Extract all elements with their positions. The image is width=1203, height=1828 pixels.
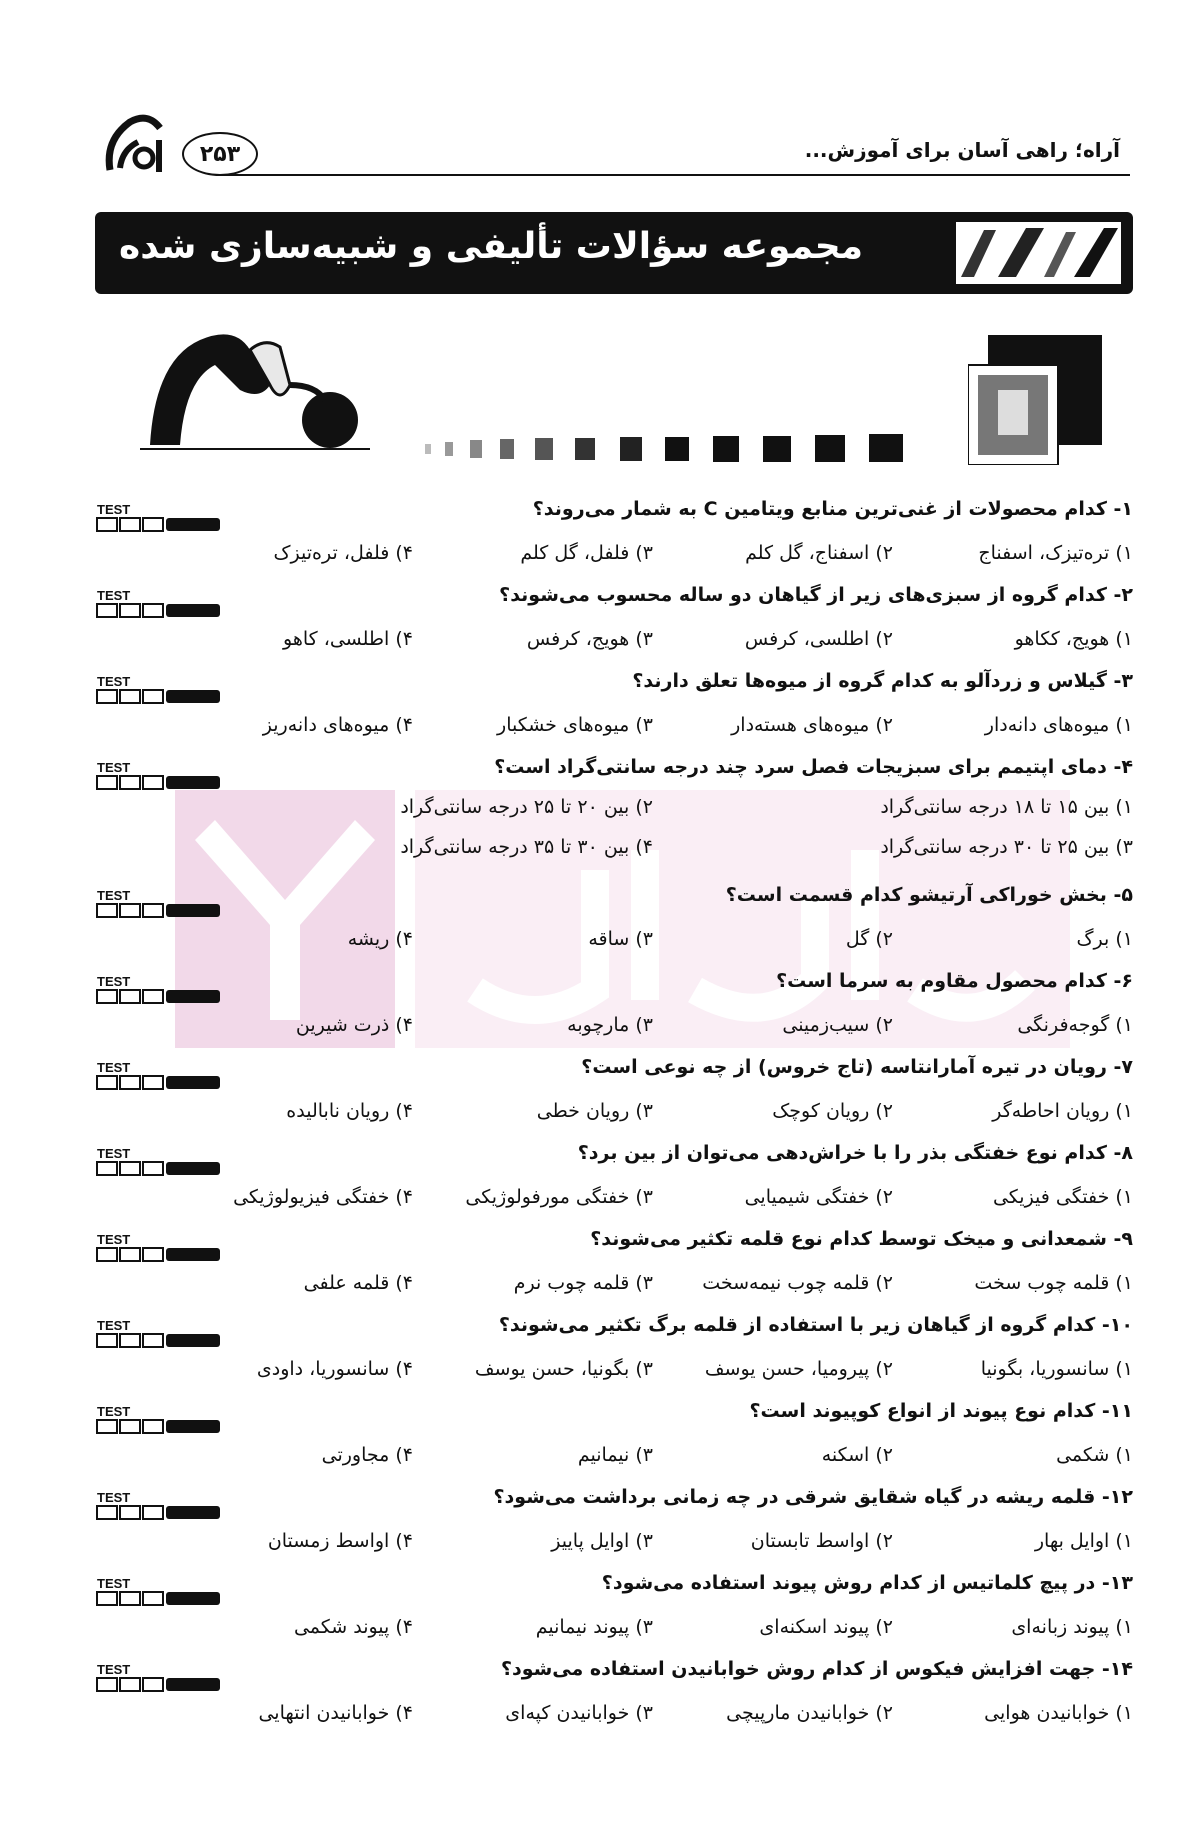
test-difficulty-badge-icon xyxy=(95,888,225,920)
option-2[interactable]: ۲) اسکنه xyxy=(821,1444,893,1466)
question-text: ۱۳- در پیچ کلماتیس از کدام روش پیوند استفاده می‌شود؟ xyxy=(601,1572,1133,1594)
option-2[interactable]: ۲) میوه‌های هسته‌دار xyxy=(731,714,893,736)
test-difficulty-badge-icon xyxy=(95,1662,225,1694)
option-4[interactable]: ۴) خوابانیدن انتهایی xyxy=(258,1702,413,1724)
question-text: ۱- کدام محصولات از غنی‌ترین منابع ویتامین C به شمار می‌روند؟ xyxy=(532,498,1133,520)
test-difficulty-badge-icon xyxy=(95,588,225,620)
test-difficulty-badge-icon xyxy=(95,1490,225,1522)
question-text: ۱۴- جهت افزایش فیکوس از کدام روش خوابانیدن استفاده می‌شود؟ xyxy=(500,1658,1133,1680)
option-3[interactable]: ۳) میوه‌های خشکبار xyxy=(497,714,653,736)
option-3[interactable]: ۳) خفتگی مورفولوژیکی xyxy=(465,1186,653,1208)
option-2[interactable]: ۲) قلمه چوب نیمه‌سخت xyxy=(702,1272,893,1294)
test-difficulty-badge-icon xyxy=(95,1060,225,1092)
question-text: ۱۲- قلمه ریشه در گیاه شقایق شرقی در چه زمانی برداشت می‌شود؟ xyxy=(493,1486,1133,1508)
question-text: ۱۱- کدام نوع پیوند از انواع کوپیوند است؟ xyxy=(749,1400,1133,1422)
option-3[interactable]: ۳) بگونیا، حسن یوسف xyxy=(474,1358,653,1380)
svg-text:TEST: TEST xyxy=(97,1404,131,1419)
question-text: ۲- کدام گروه از سبزی‌های زیر از گیاهان دو ساله محسوب می‌شوند؟ xyxy=(499,584,1133,606)
option-3[interactable]: ۳) مارچوبه xyxy=(567,1014,653,1036)
svg-text:TEST: TEST xyxy=(97,1232,131,1247)
student-reading-illustration xyxy=(140,325,370,455)
question-text: ۳- گیلاس و زردآلو به کدام گروه از میوه‌ها تعلق دارند؟ xyxy=(632,670,1133,692)
brush-stroke-decoration-icon xyxy=(956,222,1121,284)
running-title: آراه؛ راهی آسان برای آموزش... xyxy=(804,138,1120,162)
test-difficulty-badge-icon xyxy=(95,974,225,1006)
option-4[interactable]: ۴) پیوند شکمی xyxy=(293,1616,413,1638)
svg-text:TEST: TEST xyxy=(97,1576,131,1591)
option-1[interactable]: ۱) شکمی xyxy=(1056,1444,1133,1466)
section-banner xyxy=(95,212,1133,294)
question-text: ۶- کدام محصول مقاوم به سرما است؟ xyxy=(776,970,1133,992)
svg-text:TEST: TEST xyxy=(97,1318,131,1333)
question-text: ۷- رویان در تیره آمارانتاسه (تاج خروس) از چه نوعی است؟ xyxy=(581,1056,1133,1078)
option-4[interactable]: ۴) اواسط زمستان xyxy=(267,1530,413,1552)
test-difficulty-badge-icon xyxy=(95,674,225,706)
question-text: ۴- دمای اپتیمم برای سبزیجات فصل سرد چند درجه سانتی‌گراد است؟ xyxy=(494,756,1133,778)
option-4[interactable]: ۴) ریشه xyxy=(347,928,413,950)
test-difficulty-badge-icon xyxy=(95,1318,225,1350)
option-4[interactable]: ۴) رویان نابالیده xyxy=(286,1100,413,1122)
svg-text:TEST: TEST xyxy=(97,1146,131,1161)
svg-text:TEST: TEST xyxy=(97,974,131,989)
option-4[interactable]: ۴) قلمه علفی xyxy=(303,1272,413,1294)
option-2[interactable]: ۲) رویان کوچک xyxy=(772,1100,893,1122)
option-2[interactable]: ۲) خفتگی شیمیایی xyxy=(744,1186,893,1208)
option-1[interactable]: ۱) قلمه چوب سخت xyxy=(974,1272,1133,1294)
option-2[interactable]: ۲) اطلسی، کرفس xyxy=(744,628,893,650)
option-3[interactable]: ۳) خوابانیدن کپه‌ای xyxy=(505,1702,653,1724)
svg-text:TEST: TEST xyxy=(97,588,131,603)
decorative-frame-graphic xyxy=(968,335,1102,465)
svg-text:TEST: TEST xyxy=(97,1662,131,1677)
question-text: ۱۰- کدام گروه از گیاهان زیر با استفاده از قلمه برگ تکثیر می‌شوند؟ xyxy=(498,1314,1133,1336)
svg-text:TEST: TEST xyxy=(97,1060,131,1075)
decorative-squares xyxy=(425,434,925,462)
option-4[interactable]: ۴) اطلسی، کاهو xyxy=(283,628,413,650)
page-number: ۲۵۳ xyxy=(182,132,258,176)
publisher-watermark xyxy=(175,790,1070,1048)
option-3[interactable]: ۳) رویان خطی xyxy=(536,1100,653,1122)
option-1[interactable]: ۱) پیوند زبانه‌ای xyxy=(1011,1616,1133,1638)
page-header xyxy=(70,100,1130,180)
test-difficulty-badge-icon xyxy=(95,1146,225,1178)
option-4[interactable]: ۴) سانسوریا، داودی xyxy=(256,1358,413,1380)
option-2[interactable]: ۲) پیوند اسکنه‌ای xyxy=(759,1616,893,1638)
option-3[interactable]: ۳) ساقه xyxy=(588,928,653,950)
option-4[interactable]: ۴) ذرت شیرین xyxy=(295,1014,413,1036)
option-2[interactable]: ۲) پیرومیا، حسن یوسف xyxy=(704,1358,893,1380)
test-difficulty-badge-icon xyxy=(95,1576,225,1608)
option-2[interactable]: ۲) اواسط تابستان xyxy=(750,1530,893,1552)
svg-text:TEST: TEST xyxy=(97,674,131,689)
option-1[interactable]: ۱) ترەتیزک، اسفناج xyxy=(978,542,1133,564)
publisher-logo-icon xyxy=(100,110,170,180)
option-1[interactable]: ۱) بین ۱۵ تا ۱۸ درجه سانتی‌گراد xyxy=(880,796,1133,818)
option-1[interactable]: ۱) گوجه‌فرنگی xyxy=(1017,1014,1133,1036)
option-2[interactable]: ۲) اسفناج، گل کلم xyxy=(745,542,893,564)
option-4[interactable]: ۴) بین ۳۰ تا ۳۵ درجه سانتی‌گراد xyxy=(400,836,653,858)
option-4[interactable]: ۴) خفتگی فیزیولوژیکی xyxy=(233,1186,413,1208)
test-difficulty-badge-icon xyxy=(95,502,225,534)
svg-text:TEST: TEST xyxy=(97,760,131,775)
question-text: ۸- کدام نوع خفتگی بذر را با خراش‌دهی می‌توان از بین برد؟ xyxy=(577,1142,1133,1164)
option-4[interactable]: ۴) فلفل، ترەتیزک xyxy=(273,542,413,564)
test-difficulty-badge-icon xyxy=(95,1404,225,1436)
option-3[interactable]: ۳) پیوند نیمانیم xyxy=(535,1616,653,1638)
option-1[interactable]: ۱) هویج، ککاهو xyxy=(1014,628,1133,650)
test-difficulty-badge-icon xyxy=(95,1232,225,1264)
option-1[interactable]: ۱) اوایل بهار xyxy=(1034,1530,1133,1552)
option-1[interactable]: ۱) خوابانیدن هوایی xyxy=(984,1702,1133,1724)
option-4[interactable]: ۴) مجاورتی xyxy=(321,1444,413,1466)
option-1[interactable]: ۱) سانسوریا، بگونیا xyxy=(980,1358,1133,1380)
option-3[interactable]: ۳) هویج، کرفس xyxy=(526,628,653,650)
svg-text:TEST: TEST xyxy=(97,888,131,903)
option-3[interactable]: ۳) بین ۲۵ تا ۳۰ درجه سانتی‌گراد xyxy=(880,836,1133,858)
banner-title: مجموعه سؤالات تألیفی و شبیه‌سازی شده xyxy=(119,226,863,267)
option-3[interactable]: ۳) فلفل، گل کلم xyxy=(520,542,653,564)
header-divider xyxy=(220,174,1130,176)
svg-text:TEST: TEST xyxy=(97,502,131,517)
option-1[interactable]: ۱) خفتگی فیزیکی xyxy=(992,1186,1133,1208)
option-1[interactable]: ۱) میوه‌های دانه‌دار xyxy=(984,714,1133,736)
option-2[interactable]: ۲) بین ۲۰ تا ۲۵ درجه سانتی‌گراد xyxy=(400,796,653,818)
svg-text:TEST: TEST xyxy=(97,1490,131,1505)
option-2[interactable]: ۲) خوابانیدن مارپیچی xyxy=(726,1702,893,1724)
option-2[interactable]: ۲) سیب‌زمینی xyxy=(782,1014,893,1036)
question-text: ۹- شمعدانی و میخک توسط کدام نوع قلمه تکثیر می‌شوند؟ xyxy=(590,1228,1133,1250)
option-1[interactable]: ۱) برگ xyxy=(1076,928,1133,950)
option-3[interactable]: ۳) نیمانیم xyxy=(577,1444,653,1466)
option-4[interactable]: ۴) میوه‌های دانه‌ریز xyxy=(262,714,413,736)
option-3[interactable]: ۳) اوایل پاییز xyxy=(551,1530,653,1552)
option-2[interactable]: ۲) گل xyxy=(845,928,893,950)
option-3[interactable]: ۳) قلمه چوب نرم xyxy=(513,1272,653,1294)
question-text: ۵- بخش خوراکی آرتیشو کدام قسمت است؟ xyxy=(725,884,1133,906)
test-difficulty-badge-icon xyxy=(95,760,225,792)
option-1[interactable]: ۱) رویان احاطه‌گر xyxy=(992,1100,1133,1122)
